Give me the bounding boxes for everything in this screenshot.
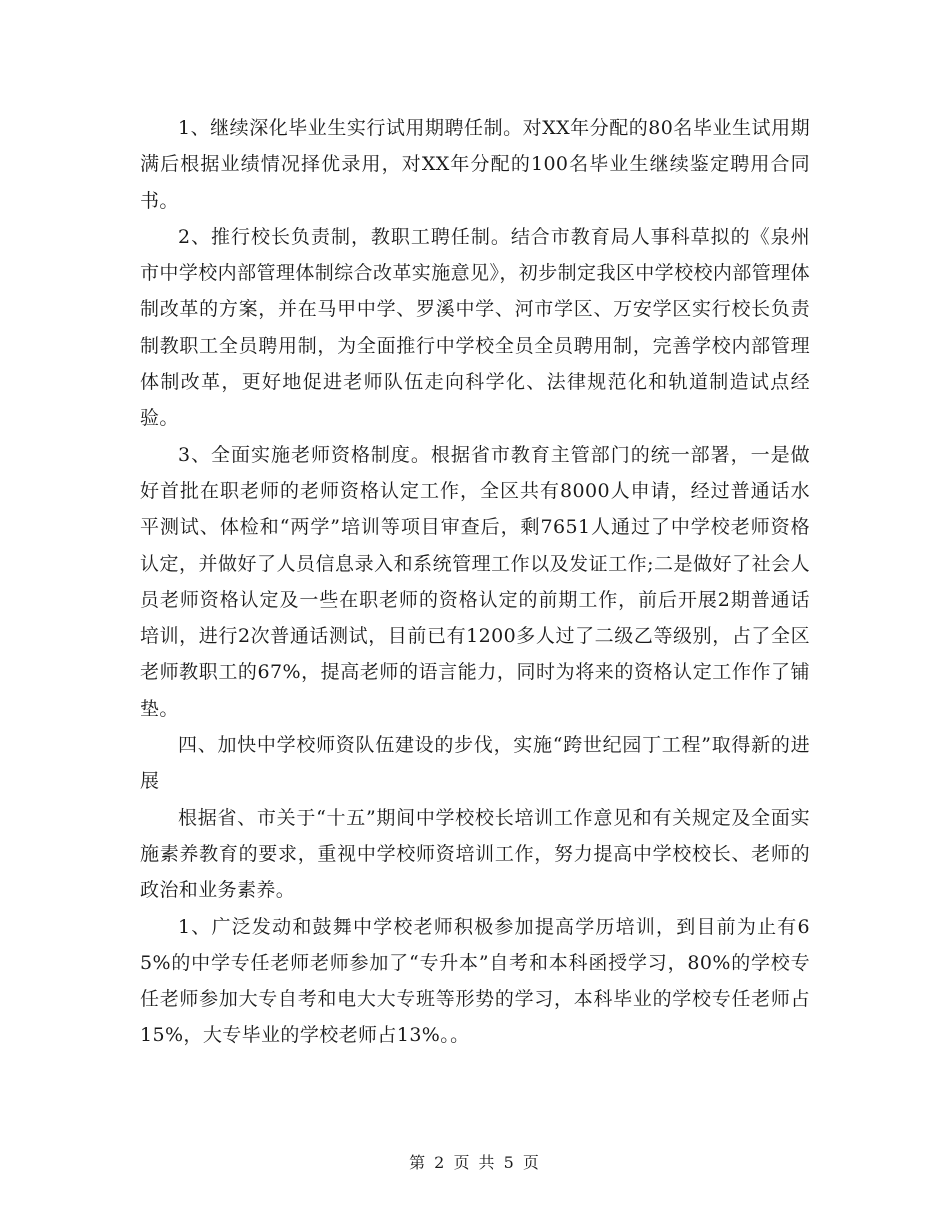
paragraph-1: 1、继续深化毕业生实行试用期聘任制。对XX年分配的80名毕业生试用期满后根据业绩情况择优录用，对XX年分配的100名毕业生继续鉴定聘用合同书。	[140, 117, 810, 212]
paragraph-2: 2、推行校长负责制，教职工聘任制。结合市教育局人事科草拟的《泉州市中学校内部管理体制综合改革实施意见》，初步制定我区中学校校内部管理体制改革的方案，并在马甲中学、罗溪中学、河市学区、万安学区实行校长负责制教职工全员聘用制，为全面推行中学校全员全员聘用制，完善学校内部管理体制改革，更好地促进老师队伍走向科学化、法律规范化和轨道制造试点经验。	[140, 225, 810, 430]
page-number-footer: 第 2 页 共 5 页	[409, 1153, 541, 1172]
paragraph-6: 1、广泛发动和鼓舞中学校老师积极参加提高学历培训，到目前为止有65%的中学专任老师老师参加了“专升本”自考和本科函授学习，80%的学校专任老师参加大专自考和电大大专班等形势的学习，本科毕业的学校专任老师占15%，大专毕业的学校老师占13%。。	[140, 915, 810, 1047]
section-heading-4: 四、加快中学校师资队伍建设的步伐，实施“跨世纪园丁工程”取得新的进展	[140, 734, 810, 793]
paragraph-5: 根据省、市关于“十五”期间中学校校长培训工作意见和有关规定及全面实施素养教育的要求，重视中学校师资培训工作，努力提高中学校校长、老师的政治和业务素养。	[140, 806, 810, 902]
document-body	[140, 110, 810, 1054]
paragraph-3: 3、全面实施老师资格制度。根据省市教育主管部门的统一部署，一是做好首批在职老师的老师资格认定工作，全区共有8000人申请，经过普通话水平测试、体检和“两学”培训等项目审查后，剩7651人通过了中学校老师资格认定，并做好了人员信息录入和系统管理工作以及发证工作;二是做好了社会人员老师资格认定及一些在职老师的资格认定的前期工作，前后开展2期普通话培训，进行2次普通话测试，目前已有1200多人过了二级乙等级别，占了全区老师教职工的67%，提高老师的语言能力，同时为将来的资格认定工作作了铺垫。	[140, 443, 810, 720]
